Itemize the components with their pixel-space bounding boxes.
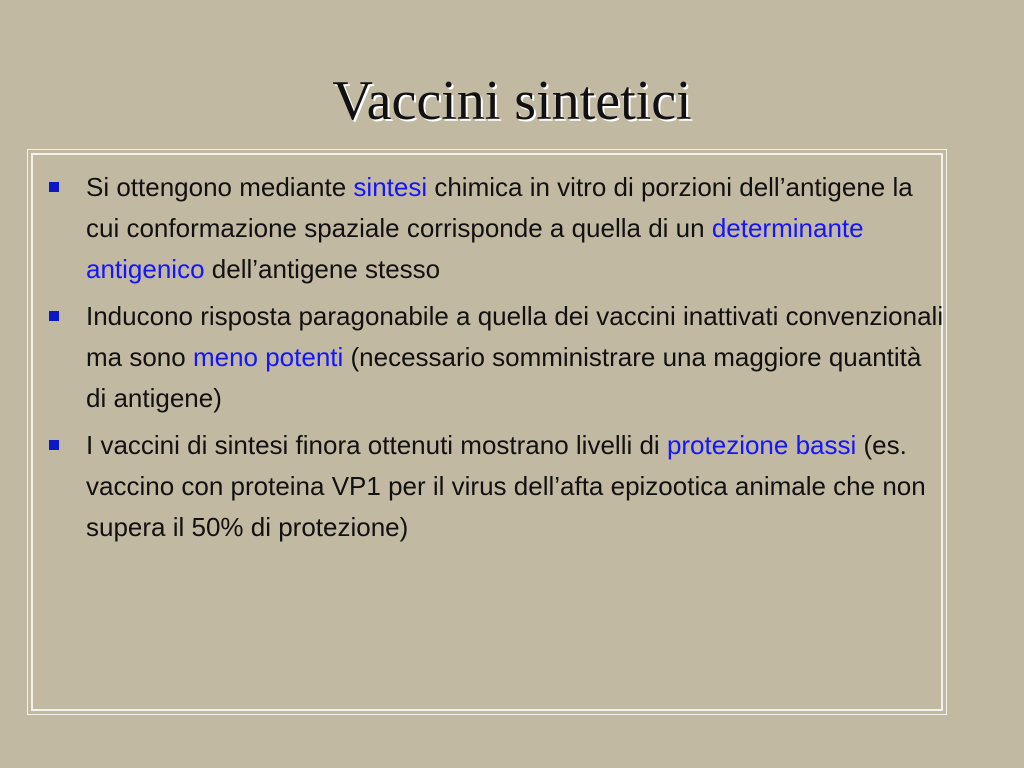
bullet-text-segment: dell’antigene stesso xyxy=(204,254,441,284)
highlighted-term: protezione bassi xyxy=(666,430,857,460)
bullet-text-segment: (necessario somministrare una maggiore quantità di antigene) xyxy=(86,342,922,413)
highlighted-term: sintesi xyxy=(353,172,428,202)
slide-title: Vaccini sintetici xyxy=(332,70,692,132)
square-bullet-icon xyxy=(49,311,59,321)
square-bullet-icon xyxy=(49,182,59,192)
highlighted-term: determinante antigenico xyxy=(86,213,864,284)
bullet-text-segment: Si ottengono mediante xyxy=(86,172,354,202)
bullet-text-segment: (es. vaccino con proteina VP1 per il virus dell’afta epizootica animale che non supera il 50% di protezione) xyxy=(86,430,926,542)
bullet-text-segment: I vaccini di sintesi finora ottenuti mostrano livelli di xyxy=(86,430,667,460)
bullet-item xyxy=(45,167,945,290)
highlighted-term: meno potenti xyxy=(192,342,344,372)
square-bullet-icon xyxy=(49,440,59,450)
bullet-list xyxy=(45,167,945,554)
bullet-text-segment: Inducono risposta paragonabile a quella dei vaccini inattivati convenzionali ma sono xyxy=(86,301,944,372)
bullet-item xyxy=(45,296,945,419)
bullet-item xyxy=(45,425,945,548)
bullet-text-segment: chimica in vitro di porzioni dell’antigene la cui conformazione spaziale corrisponde a quella di un xyxy=(86,172,913,243)
